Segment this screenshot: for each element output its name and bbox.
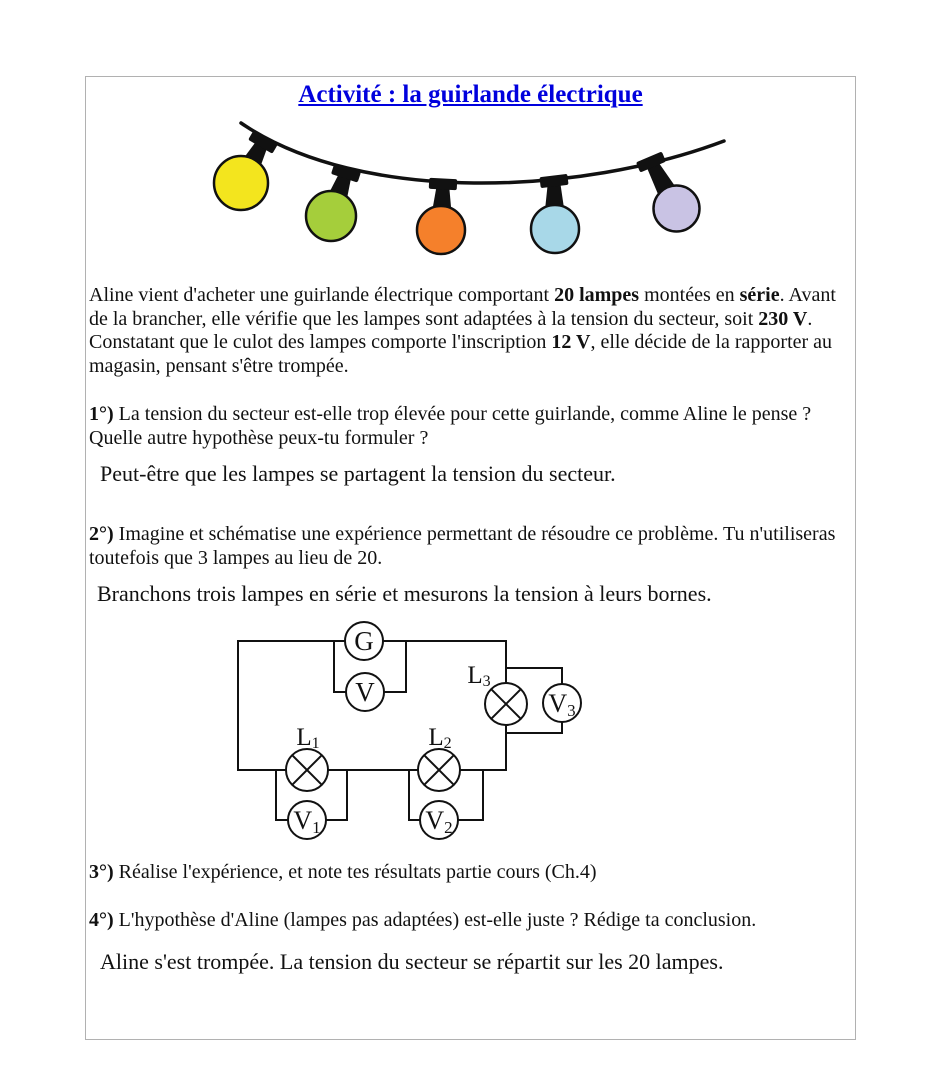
- main-voltmeter-label: V: [355, 677, 375, 707]
- question-1: [89, 403, 853, 450]
- text-run: , elle décide de la rapporter au magasin, pensant s'être trompée.: [89, 331, 833, 377]
- text-run: Imagine et schématise une expérience permettant de résoudre ce problème. Tu n'utiliseras toutefois que 3 lampes au lieu de 20.: [89, 523, 836, 569]
- text-run: Réalise l'expérience, et note tes résultats partie cours (Ch.4): [113, 861, 597, 883]
- lamp1-symbol: [286, 749, 328, 791]
- voltmeter1-label: V1: [293, 806, 321, 837]
- text-run: L'hypothèse d'Aline (lampes pas adaptées) est-elle juste ? Rédige ta conclusion.: [113, 909, 757, 931]
- main-voltmeter-symbol: [346, 673, 384, 711]
- orange-bulb-clip: [429, 178, 458, 190]
- text-run: La tension du secteur est-elle trop élevée pour cette guirlande, comme Aline le pense ? Quelle autre hypothèse peux-tu formuler ?: [89, 403, 812, 449]
- voltmeter3-label: V3: [548, 689, 576, 720]
- light-blue-bulb-clip: [539, 174, 568, 188]
- worksheet-page: [85, 76, 856, 1040]
- voltmeter2-label: V2: [425, 806, 453, 837]
- bold-run: 1°): [89, 403, 114, 425]
- bold-run: 4°): [89, 909, 114, 931]
- lamp3-name-label: L3: [467, 662, 491, 690]
- bold-run: 12 V: [551, 331, 591, 353]
- bold-run: 20 lampes: [554, 284, 640, 306]
- light-blue-bulb: [531, 205, 579, 253]
- page-title: Activité : la guirlande électrique: [298, 81, 643, 108]
- lamp2-symbol: [418, 749, 460, 791]
- text-run: . Constatant que le culot des lampes comporte l'inscription: [89, 307, 813, 353]
- text-run: Aline vient d'acheter une guirlande électrique comportant: [89, 284, 555, 306]
- lavender-bulb: [654, 186, 700, 232]
- yellow-bulb: [214, 156, 268, 210]
- text-run: montées en: [639, 284, 740, 306]
- lamp1-name-label: L1: [296, 724, 320, 752]
- voltmeter2-symbol: [420, 801, 458, 839]
- answer-2: Branchons trois lampes en série et mesurons la tension à leurs bornes.: [97, 581, 712, 606]
- bold-run: série: [739, 284, 780, 306]
- text-run: . Avant de la brancher, elle vérifie que les lampes sont adaptées à la tension du secteur, soit: [89, 284, 836, 330]
- lamp3-symbol: [485, 683, 527, 725]
- green-bulb: [306, 191, 356, 241]
- circuit-diagram: [238, 622, 581, 839]
- bold-run: 3°): [89, 861, 114, 883]
- garland-figure: [214, 123, 724, 254]
- answer-1: Peut-être que les lampes se partagent la tension du secteur.: [100, 461, 616, 486]
- orange-bulb: [417, 206, 465, 254]
- generator-symbol: [345, 622, 383, 660]
- intro-paragraph: [89, 284, 853, 378]
- generator-label: G: [354, 626, 374, 656]
- bold-run: 230 V: [758, 307, 808, 330]
- voltmeter1-symbol: [288, 801, 326, 839]
- question-4: [89, 909, 853, 933]
- question-3: [89, 861, 853, 885]
- lamp2-name-label: L2: [428, 724, 452, 752]
- bold-run: 2°): [89, 523, 114, 545]
- answer-4: Aline s'est trompée. La tension du secteur se répartit sur les 20 lampes.: [100, 949, 724, 974]
- voltmeter3-symbol: [543, 684, 581, 722]
- question-2: [89, 523, 853, 570]
